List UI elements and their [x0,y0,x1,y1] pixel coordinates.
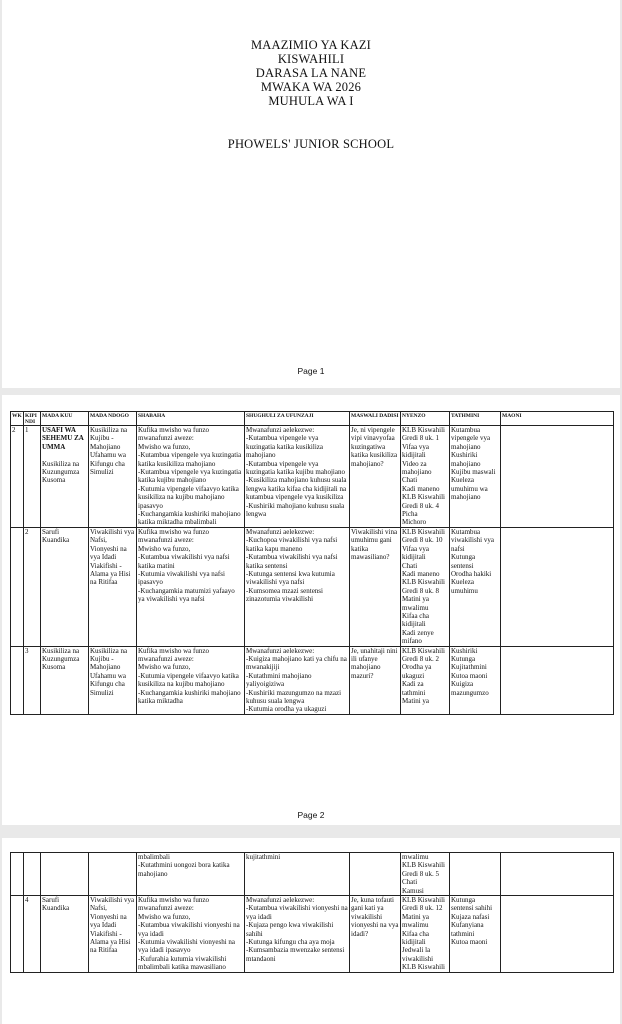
title-line: DARASA LA NANE [255,66,367,80]
cell-line: Viakifishi - Alama ya Hisi na Ritifaa [90,561,131,587]
cell-maswali [350,646,401,714]
cell-line: Mwanafunzi aelekezwe: [246,426,315,434]
cell-line: Picha [402,510,418,519]
cell-shughuli [245,426,350,528]
scheme-of-work-table-continued [10,852,614,973]
cell-line: Kutambua viwakilishi vya nafsi [451,527,494,553]
cell-line: -Kuchopoa viwakilishi vya nafsi katika kapu maneno [246,536,338,553]
table-row [11,527,614,646]
cell-tathmini [450,896,501,973]
cell-mada-kuu [41,426,89,528]
cell-line: Matini ya mwalimu [402,912,430,930]
cell-line: KLB Kiswahili Gredi 8 uk. 2 [402,646,445,663]
cell-line: -Kutumia vipengele vifaavyo katika kusikiliza na kujibu mahojiano [138,671,239,689]
cell-line: Je, unahitaji nini ili ufanye mahojiano mazuri? [351,646,398,680]
document-page-2 [2,395,620,825]
cell-line: Kifaa cha kidijitali [402,929,430,947]
cell-mada-ndogo [89,646,137,714]
cell-kipindi: 4 [24,896,41,973]
cell-maoni [501,426,614,528]
cell-line: Kusikiliza na Kuzungumza Kusoma [42,459,80,485]
cell-line: Mwisho wa funzo, [138,442,191,451]
cell-line: -Kumsomea mzazi sentensi zinazotumia viwakilishi [246,586,323,604]
cell-maswali [350,527,401,646]
cell-shabaha [137,646,245,714]
cell-wk [11,527,24,646]
cell-mada-ndogo [89,853,137,896]
header-mada-kuu: MADA KUU [41,412,89,426]
cell-mada-kuu [41,896,89,973]
cell-nyenzo [401,896,450,973]
cell-line: -Kufurahia kutumia viwakilishi mbalimbali katika mawasiliano [138,954,227,972]
cell-kipindi [24,853,41,896]
cell-maswali [350,426,401,528]
cell-line: KLB Kiswahili Gredi 8 uk. 8 [402,578,445,595]
cell-line: -Kutunga kifungu cha aya moja [246,938,335,947]
cell-line: Kushiriki mahojiano [451,451,481,468]
cell-line: KLB Kiswahili Gredi 8 uk. 1 [402,426,445,443]
cell-line: KLB Kiswahili [402,963,445,972]
title-line: MUHULA WA I [268,94,354,108]
cell-line: Orodha ya ukaguzi [402,663,432,680]
cell-line: Kushiriki Kutunga Kujitathmini [451,646,487,672]
cell-line: KLB Kiswahili Gredi 8 uk. 5 [402,861,445,878]
cell-tathmini [450,646,501,714]
cell-tathmini [450,527,501,646]
cell-line: -Kutambua vipengele vya kuzingatia katika kujibu mahojiano [246,459,345,477]
header-tathmini: TATHMINI [450,412,501,426]
cell-wk [11,853,24,896]
cell-line: -Kutumia viwakilishi vya nafsi ipasavyo [138,569,225,587]
cell-nyenzo [401,426,450,528]
cell-line: Viwakilishi vya Nafsi, Vionyeshi na vya Idadi [90,527,135,562]
cell-mada-kuu [41,853,89,896]
cell-nyenzo [401,527,450,646]
cell-line: Je, kuna tofauti gani kati ya viwakilishi vionyeshi na vya idadi? [351,896,399,938]
cell-line: Orodha hakiki [451,569,492,578]
cell-line: Ufahamu wa Kifungu cha Simulizi [90,671,126,697]
cell-maswali [350,896,401,973]
cell-line: Kadi maneno [402,569,440,578]
cell-shabaha [137,896,245,973]
cell-mada-ndogo [89,896,137,973]
title-line: MAAZIMIO YA KAZI [250,38,372,52]
cell-line: Kufika mwisho wa funzo mwanafunzi aweze: [138,896,209,913]
cell-line: Kutoa maoni [451,671,488,680]
cell-line: Kujaza nafasi [451,912,490,921]
cell-line: Sarufi Kuandika [42,527,70,545]
cell-line: Chati [402,561,418,570]
cell-line: Kifaa cha kidijitali [402,611,430,629]
cell-line: mwalimu [402,853,429,861]
cell-maswali [350,853,401,896]
cell-line: -Kutambua vipengele vya kuzingatia katika kusikiliza mahojiano [246,434,323,460]
cell-line: Kujibu maswali [451,468,496,477]
cell-line: Kadi zenye mifano [402,628,434,646]
cell-line: Chati [402,878,418,887]
cell-line: kujitathmini [246,853,281,861]
scheme-of-work-table [10,411,614,715]
cell-line: Vifaa vya kidijitali [402,442,429,460]
cell-line: -Kuchangamkia matumizi yafaayo ya viwakilishi vya nafsi [138,586,235,604]
cell-line: Kufanyiana tathmini [451,921,484,938]
cell-line: Kueleza umuhimu [451,578,478,595]
cell-line: Kutunga sentensi sahihi [451,896,493,913]
table-row [11,646,614,714]
cell-line: Kutambua vipengele vya mahojiano [451,426,491,451]
cell-line: Kusikiliza na Kujibu - Mahojiano [90,646,128,672]
header-mada-ndogo: MADA NDOGO [89,412,137,426]
table-row [11,896,614,973]
cell-line: -Kujaza pengo kwa viwakilishi sahihi [246,921,334,938]
cell-line: -Kushiriki mazungumzo na mzazi kuhusu suala lengwa [246,688,342,705]
cell-line: Jedwali la viwakilishi [402,946,434,963]
cell-line: Mwanafunzi aelekezwe: [246,646,315,655]
header-wk: WK [11,412,24,426]
cell-line: Kamusi [402,886,424,895]
cell-line: -Kutunga sentensi kwa kutumia viwakilishi vya nafsi [246,569,335,587]
cell-line: Sarufi Kuandika [42,896,70,913]
cell-line: -Kuchangamkia kushiriki mahojiano katika miktadha [138,688,241,705]
cell-shughuli [245,646,350,714]
cell-maoni [501,896,614,973]
cell-line: Mwisho wa funzo, [138,663,191,672]
cell-line: KLB Kiswahili Gredi 8 uk. 4 [402,493,445,510]
cell-line: Mwisho wa funzo, [138,912,191,921]
cell-line: -Kumsambazia mwenzake sentensi mtandaoni [246,946,345,963]
cell-mada-kuu [41,527,89,646]
cell-kipindi: 1 [24,426,41,528]
header-maswali: MASWALI DADISI [350,412,401,426]
header-shughuli: SHUGHULI ZA UFUNZAJI [245,412,350,426]
cell-wk [11,646,24,714]
cell-line: Matini ya [402,697,430,705]
cell-line: Mwanafunzi aelekezwe: [246,896,315,905]
cell-line: -Kushiriki mahojiano kuhusu suala lengwa [246,501,345,519]
cell-line: Kufika mwisho wa funzo mwanafunzi aweze: [138,646,209,663]
cell-line: KLB Kiswahili Gredi 8 uk. 12 [402,896,445,913]
cell-maoni [501,853,614,896]
document-page-1 [2,0,620,388]
cell-line: Kutoa maoni [451,938,488,947]
cell-mada-kuu [41,646,89,714]
cell-line: Kufika mwisho wa funzo mwanafunzi aweze: [138,527,209,545]
cell-line: KLB Kiswahili Gredi 8 uk. 10 [402,527,445,545]
cell-line: Viwakilishi vya Nafsi, Vionyeshi na vya Idadi [90,896,135,930]
cell-tathmini [450,426,501,528]
document-page-3 [2,838,620,1024]
title-line: MWAKA WA 2026 [260,80,362,94]
table-row [11,426,614,528]
cell-line: -Kutambua viwakilishi vya nafsi katika matini [138,553,230,570]
cell-line: -Kutumia orodha ya ukaguzi [246,705,327,714]
cell-nyenzo [401,853,450,896]
cell-kipindi: 2 [24,527,41,646]
cell-line: -Kutambua viwakilishi vionyeshi na vya idadi [246,904,348,921]
cell-mada-ndogo [89,426,137,528]
cell-line: -Kuchangamkia kushiriki mahojiano katika miktadha mbalimbali [138,510,241,527]
cell-line: Kufika mwisho wa funzo mwanafunzi aweze: [138,426,209,443]
cell-line: Kuigiza mazungumzo [451,680,489,697]
cell-line: Kusikiliza na Kujibu - Mahojiano [90,426,128,451]
cell-line: Je, ni vipengele vipi vinavyofaa kuzingatiwa katika kusikiliza mahojiano? [351,426,398,468]
cell-line: Vifaa vya kidijitali [402,544,429,562]
cell-line: Michoro [402,518,427,527]
cell-line: -Kutathmini mahojiano yaliyoigiziwa [246,671,312,689]
cell-line: -Kutambua vipengele vya kuzingatia katika kusikiliza mahojiano [138,451,242,468]
cell-shughuli [245,896,350,973]
cell-wk: 2 [11,426,24,528]
cell-shabaha [137,853,245,896]
cell-line: -Kutumia vipengele vifaavyo katika kusikiliza na kujibu mahojiano ipasavyo [138,484,239,510]
cell-line: -Kusikiliza mahojiano kuhusu suala lengwa katika kifaa cha kidijitali na kutambua vipengele vya kusikiliza [246,476,347,502]
cell-kipindi: 3 [24,646,41,714]
cell-nyenzo [401,646,450,714]
cell-mada-ndogo [89,527,137,646]
cell-shabaha [137,527,245,646]
cell-line: Chati [402,476,418,485]
table-row [11,853,614,896]
cell-line: -Kutathmini uongozi bora katika mahojiano [138,861,230,878]
cell-tathmini [450,853,501,896]
cell-shughuli [245,527,350,646]
table-header-row [11,412,614,426]
cell-line: Kadi maneno [402,484,440,493]
cell-line: Kueleza umuhimu wa mahojiano [451,476,488,502]
page-number: Page 1 [297,366,325,376]
header-kipindi: KIPI NDI [24,412,41,426]
cell-line: Mwanafunzi aelekezwe: [246,527,315,536]
cell-line: -Kutambua viwakilishi vionyeshi na vya idadi [138,921,240,938]
cell-shughuli [245,853,350,896]
cell-line: -Kutumia viwakilishi vionyeshi na vya idadi ipasavyo [138,938,236,955]
cell-line: Kusikiliza na Kuzungumza Kusoma [42,646,80,672]
page-number: Page 2 [297,810,325,820]
header-shabaha: SHABAHA [137,412,245,426]
cell-line: mbalimbali [138,853,170,861]
cell-line: Ufahamu wa Kifungu cha Simulizi [90,451,126,477]
header-maoni: MAONI [501,412,614,426]
cell-line: USAFI WA SEHEMU ZA UMMA [42,426,84,451]
cell-line: Viwakilishi vina umuhimu gani katika mawasiliano? [351,527,398,562]
cell-line: Matini ya mwalimu [402,595,430,612]
title-line: KISWAHILI [277,52,345,66]
cell-maoni [501,646,614,714]
cell-line: -Kuigiza mahojiano kati ya chifu na mwanakijiji [246,654,347,672]
cell-wk [11,896,24,973]
cell-line [42,451,87,459]
document-title [2,38,620,108]
cell-line: Viakifishi - Alama ya Hisi na Ritifaa [90,929,131,955]
cell-line: Kadi za tathmini [402,680,426,697]
cell-shabaha [137,426,245,528]
cell-line: Video za mahojiano [402,459,432,477]
header-nyenzo: NYENZO [401,412,450,426]
cell-line: Mwisho wa funzo, [138,544,191,553]
cell-line: Kutunga sentensi [451,553,476,570]
cell-maoni [501,527,614,646]
cell-line: -Kutambua vipengele vya kuzingatia katika kujibu mahojiano [138,468,242,485]
school-name: PHOWELS' JUNIOR SCHOOL [227,137,395,151]
cell-line: -Kutambua viwakilishi vya nafsi katika sentensi [246,553,338,570]
